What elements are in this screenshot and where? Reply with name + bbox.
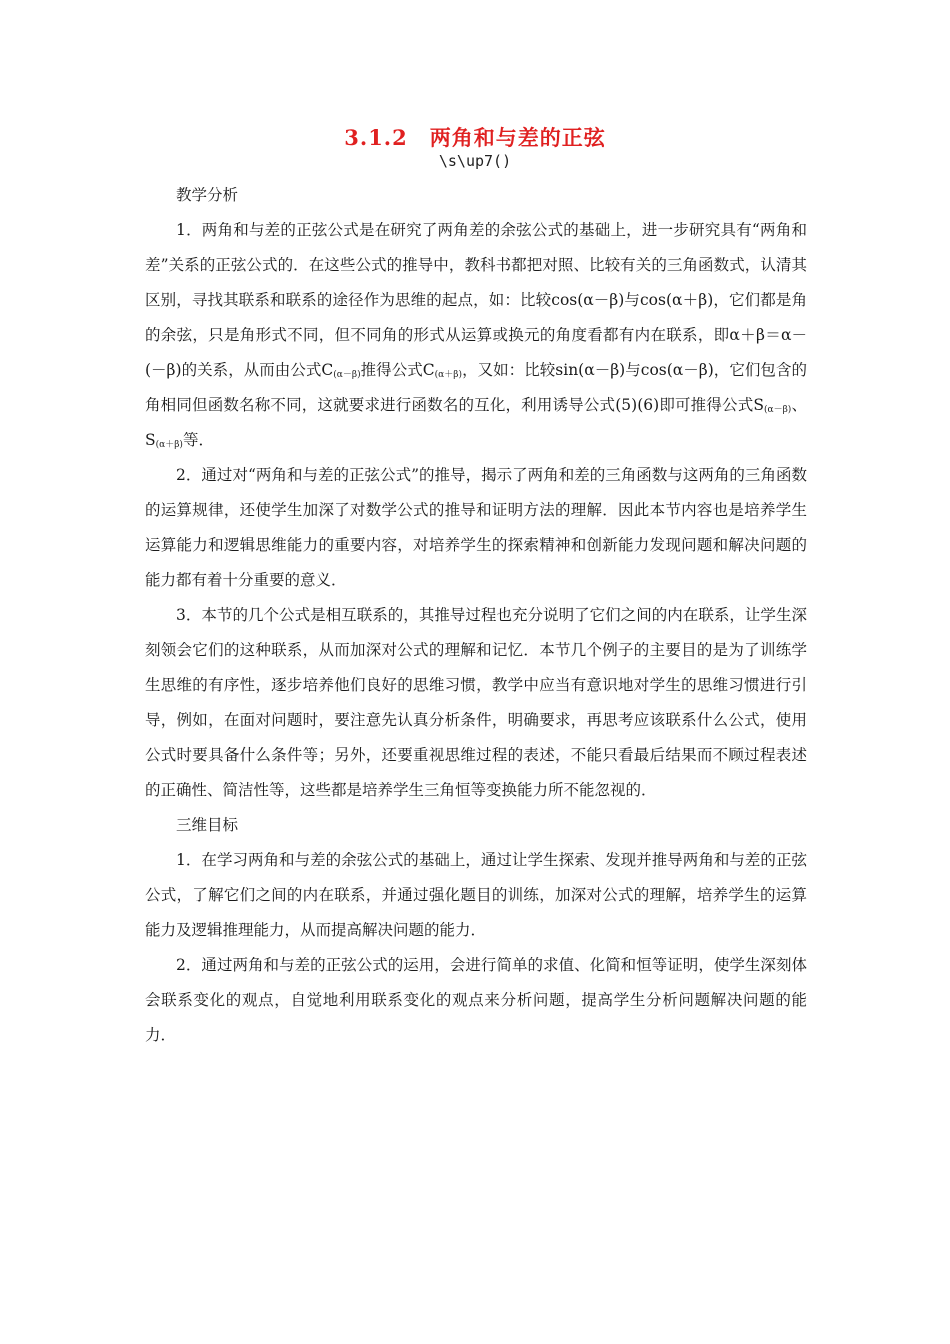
subscript: (α－β)	[763, 405, 792, 415]
page-title: 3.1.2 两角和与差的正弦	[344, 125, 606, 150]
subscript: (α－β)	[333, 370, 361, 380]
paragraph-goal-1: 1．在学习两角和与差的余弦公式的基础上，通过让学生探索、发现并推导两角和与差的正弦公式，了解它们之间的内在联系，并通过强化题目的训练，加深对公式的理解，培养学生的运算能力及逻辑推理能力，从而提高解决问题的能力．	[145, 851, 807, 939]
text-run: 等．	[182, 431, 214, 449]
paragraph-analysis-3: 3．本节的几个公式是相互联系的，其推导过程也充分说明了它们之间的内在联系，让学生深刻领会它们的这种联系，从而加深对公式的理解和记忆．本节几个例子的主要目的是为了训练学生思维的有序性，逐步培养他们良好的思维习惯，教学中应当有意识地对学生的思维习惯进行引导，例如，在面对问题时，要注意先认真分析条件，明确要求，再思考应该联系什么公式，使用公式时要具备什么条件等；另外，还要重视思维过程的表述，不能只看最后结果而不顾过程表述的正确性、简洁性等，这些都是培养学生三角恒等变换能力所不能忽视的．	[145, 606, 807, 799]
text-run: 、S	[145, 396, 807, 449]
section-heading-analysis: 教学分析	[176, 186, 239, 204]
section-heading-goals: 三维目标	[176, 816, 239, 834]
text-run: 1．两角和与差的正弦公式是在研究了两角差的余弦公式的基础上，进一步研究具有“两角和差”关系的正弦公式的．在这些公式的推导中，教科书都把对照、比较有关的三角函数式，认清其区别，寻找其联系和联系的途径作为思维的起点，如：比较cos(α－β)与cos(α＋β)，它们都是角的余弦，只是角形式不同，但不同角的形式从运算或换元的角度看都有内在联系，即α＋β＝α－(－β)的关系，从而由公式C	[145, 221, 807, 379]
paragraph-analysis-1	[145, 213, 807, 458]
document-body	[145, 178, 807, 1053]
paragraph-analysis-2: 2．通过对“两角和与差的正弦公式”的推导，揭示了两角和差的三角函数与这两角的三角函数的运算规律，还使学生加深了对数学公式的推导和证明方法的理解．因此本节内容也是培养学生运算能力和逻辑思维能力的重要内容，对培养学生的探索精神和创新能力发现问题和解决问题的能力都有着十分重要的意义．	[145, 466, 807, 589]
text-run: 推得公式C	[360, 361, 435, 379]
page-subtitle: \s\up7()	[438, 152, 512, 170]
paragraph-goal-2: 2．通过两角和与差的正弦公式的运用，会进行简单的求值、化简和恒等证明，使学生深刻体会联系变化的观点，自觉地利用联系变化的观点来分析问题，提高学生分析问题解决问题的能力．	[145, 956, 807, 1044]
subscript: (α＋β)	[434, 370, 463, 380]
text-run: ，又如：比较sin(α－β)与cos(α－β)，它们包含的角相同但函数名称不同，这就要求进行函数名的互化，利用诱导公式(5)(6)即可推得公式S	[145, 361, 807, 414]
subscript: (α＋β)	[155, 440, 183, 450]
